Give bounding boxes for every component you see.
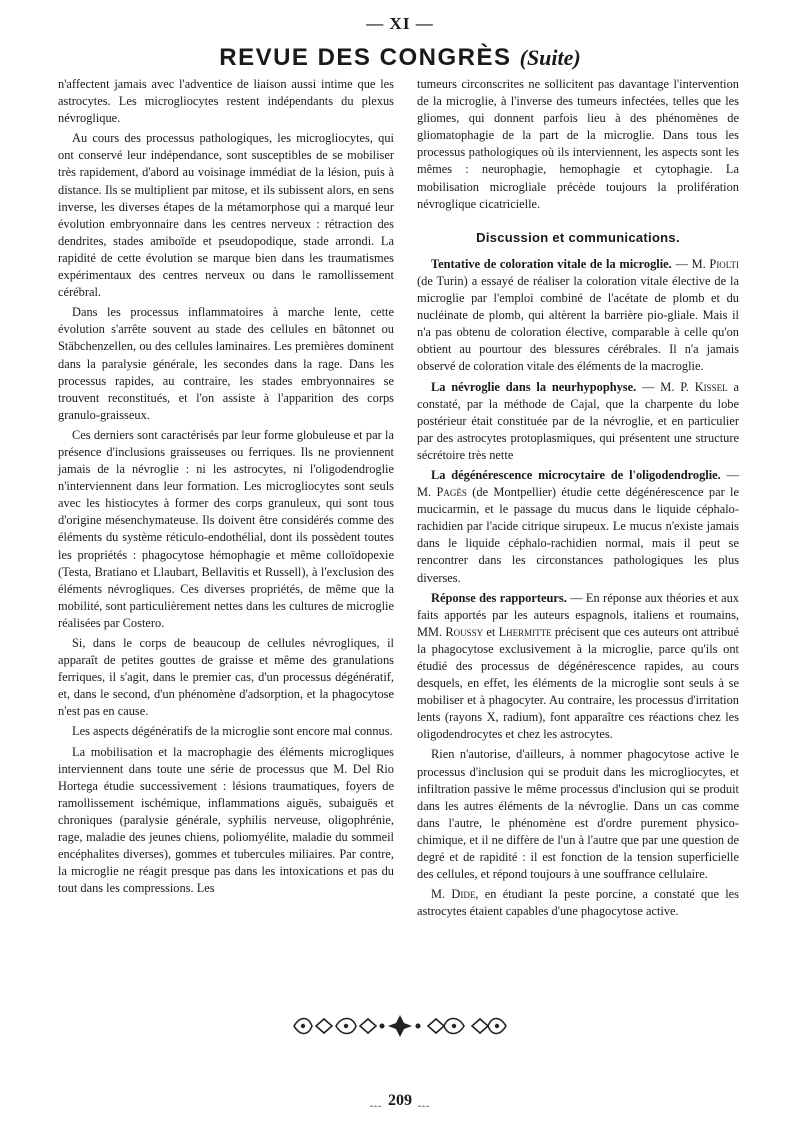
ornament-divider — [0, 1012, 800, 1045]
paragraph: Dans les processus inflammatoires à marche lente, cette évolution s'arrête souvent au stade des cellules en bâtonnet ou Stäbchenzellen, ou des cellules laminaires. Les premières dominent dans la paralysie générale, les secondes dans la rage. Dans les processus rapides, au contraire, les stades embryonnaires se trouvent reconstitués, et l'on assiste à l'apparition des corps granulo-graisseux. — [58, 305, 394, 422]
section-title: Discussion et communications. — [476, 229, 680, 245]
paragraph: Ces derniers sont caractérisés par leur forme globuleuse et par la présence d'inclusions graisseuses ou ferriques. Ils ne proviennent jamais de la névroglie : ni les astrocytes, ni l'oligodendroglie n'interviennent dans leur formation. Les microgliocytes sont seuls avec les histiocytes à former des corps granuleux, qui sont tous d'origine mésenchymateuse. Ils doivent être considérés comme des éléments du système réticulo-endothélial, dont ils possèdent toutes les propriétés : phagocytose hémophagie et même colloïdopexie (Testa, Bratiano et Llaubart, Bellavitis et Russell), à l'exclusion des éléments névrogliques. Ces diverses propriétés, de même que la mobilité, sont particulièrement nettes dans les cultures de microglie réalisées par Costero. — [58, 427, 394, 630]
communication-title: Réponse des rapporteurs. — [431, 590, 567, 605]
communication-dide — [417, 886, 739, 920]
page-header — [0, 44, 800, 72]
paragraph: Au cours des processus pathologiques, les microgliocytes, qui ont conservé leur indépendance, sont susceptibles de se mobiliser très rapidement, d'abord au voisinage immédiat de la lésion, puis à distance. Ils se multiplient par mitose, et ils subissent alors, en sens inverse, les diverses étapes de la métamorphose qui a marqué leur évolution embryonnaire dans les centres nerveux : rétraction des dendrites, stades amiboïde et pseudopodique, stade arrondi. La rapidité de cette évolution se marque bien dans les traumatismes expérimentaux des centres nerveux ou dans le ramollissement cérébral. — [58, 131, 394, 300]
paragraph: n'affectent jamais avec l'adventice de liaison aussi intime que les astrocytes. Les microgliocytes restent indépendants du plexus névroglique. — [58, 77, 394, 126]
left-column — [58, 76, 394, 897]
paragraph: Rien n'autorise, d'ailleurs, à nommer phagocytose active le processus d'inclusion qui se produit dans les microgliocytes, et infiltration passive le même processus d'inclusion qui se produit dans les autres éléments de la névroglie. Dans un cas comme dans l'autre, le phénomène est d'ordre purement physico-chimique, et il ne diffère de l'un à l'autre que par une question de degré et de rapidité : il est fonction de la tension superficielle des cellules, et répond toujours à une souffrance cellulaire. — [417, 747, 739, 882]
communication-title: La névroglie dans la neurhypophyse. — [431, 379, 637, 394]
right-column — [417, 76, 739, 920]
flourish-icon: ˷˷˷ — [418, 1097, 430, 1107]
author-name: Piolti — [709, 256, 739, 271]
text-run: — En réponse aux théories et aux faits apportés par les auteurs espagnols, italiens et roumains, MM. — [417, 590, 740, 639]
flourish-icon: ˷˷˷ — [370, 1097, 382, 1107]
paragraph: tumeurs circonscrites ne sollicitent pas davantage l'intervention de la microglie, à l'inverse des tumeurs infectées, telles que les gliomes, qui donnent parfois lieu à des phénomènes de gliomatophagie de la part de la microglie. Dans tous les processus pathologiques où ils interviennent, les aspects sont les mêmes : neurophagie, hemophagie et cytophagie. La mobilisation microgliale précède toujours la prolifération névroglique cicatricielle. — [417, 77, 739, 211]
page-number: 209 — [388, 1092, 412, 1109]
author-name: Lhermitte — [498, 624, 552, 639]
header-title: REVUE DES CONGRÈS — [219, 44, 512, 71]
communication-pages — [417, 467, 739, 587]
text-run: — M. P. — [636, 379, 695, 394]
text-run: — M. — [417, 467, 739, 500]
paragraph: Si, dans le corps de beaucoup de cellules névrogliques, il apparaît de petites gouttes de graisse et même des granulations ferriques, il s'agit, dans le premier cas, d'un processus dégénératif, et, dans le second, d'un phénomène d'adsorption, et la phagocytose n'est pas en cause. — [58, 636, 394, 719]
text-run: a constaté, par la méthode de Cajal, que la charpente du lobe postérieur était constituée par de la névroglie, et en particulier par des astrocytes protoplasmiques, qui présentent une structure sécrétoire très nette — [417, 379, 739, 462]
text-run: — M. — [671, 256, 710, 271]
text-run: précisent que ces auteurs ont attribué la phagocytose exclusivement à la microglie, parce qu'ils ont étudié des processus de dégénérescence rapides, au cours desquels, en effet, les éléments de la microglie sont seuls à se mobiliser et à phagocyter. Au contraire, les processus d'irritation lents (rayons X, radium), font apparaître ces réactions chez les oligodendrocytes et chez les astrocytes. — [417, 624, 739, 742]
text-run: et — [483, 624, 499, 639]
page-number-line — [0, 1092, 800, 1110]
communication-title: Tentative de coloration vitale de la microglie. — [431, 256, 672, 271]
author-name: Roussy — [445, 624, 484, 639]
text-run: (de Turin) a essayé de réaliser la coloration vitale élective de la microglie par l'emploi combiné de l'acétate de plomb et du nucléinate de plomb, qui altèrent la barrière pio-gliale. Mais il n'a pas obtenu de coloration élective, comparable à celle qu'on obtient au pourtour des blessures cérébrales. Il n'a jamais observé de coloration vitale des éléments de la macroglie. — [417, 273, 739, 374]
communication-title: La dégénérescence microcytaire de l'oligodendroglie. — [431, 467, 721, 482]
author-name: M. Dide — [431, 887, 476, 902]
folio: — XI — — [366, 14, 434, 33]
author-name: Pagès — [436, 485, 467, 500]
text-run: (de Montpellier) étudie cette dégénérescence par le mucicarmin, et le passage du mucus dans le liquide céphalo-rachidien par l'acide citrique sirupeux. Le mucus n'existe jamais dans le liquide céphalo-rachidien normal, mais il peut se rencontrer dans les circonstances pathologiques les plus diverses. — [417, 485, 739, 585]
text-run: , en étudiant la peste porcine, a constaté que les astrocytes étaient capables d'une phagocytose active. — [417, 887, 739, 919]
header-suite: (Suite) — [519, 45, 581, 70]
paragraph: La mobilisation et la macrophagie des éléments microgliques interviennent dans toute une série de processus que M. Del Rio Hortega étudie successivement : lésions traumatiques, foyers de ramollissement ischémique, inflammations aiguës, subaiguës et chroniques (paralysie générale, syphilis nerveuse, oligophrénie, rage, maladie des jeunes chiens, poliomyélite, maladie du sommeil encéphalites diverses), gommes et tubercules miliaires. Par contre, la microglie ne réagit presque pas dans les intoxications et pas du tout dans les compressions. Les — [58, 744, 394, 896]
communication-piolti — [417, 256, 739, 376]
rapporteurs-response — [417, 590, 739, 744]
ornament-vignette-icon — [290, 1012, 510, 1040]
communication-kissel — [417, 379, 739, 464]
paragraph: Les aspects dégénératifs de la microglie sont encore mal connus. — [72, 724, 393, 739]
author-name: Kissel — [694, 379, 728, 394]
